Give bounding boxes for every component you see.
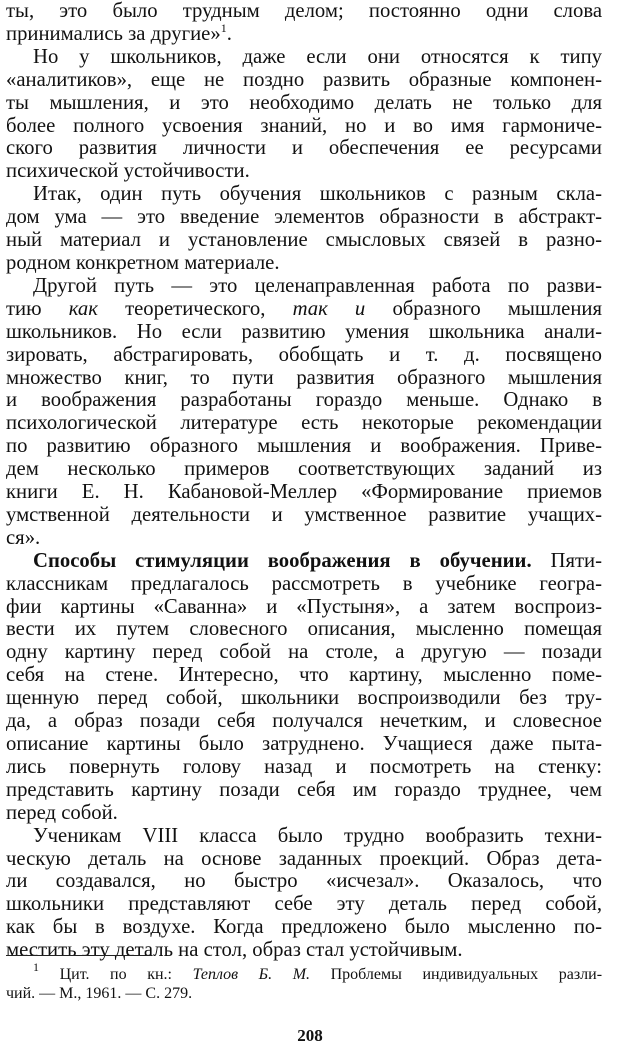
text-line: дем несколько примеров соответствующих заданий из (6, 458, 602, 481)
italic-word: так и (292, 297, 366, 320)
text-line: Но у школьников, даже если они относятся к типу (33, 45, 602, 68)
text-line: книги Е. Н. Кабановой-Меллер «Формирование приемов (6, 481, 602, 504)
footnote-line: чий. — М., 1961. — С. 279. (6, 984, 193, 1002)
footnote-line (6, 960, 603, 985)
text-line: лись повернуть голову назад и посмотреть на стенку: (6, 755, 602, 778)
text-line: Итак, один путь обучения школьников с разным скла- (33, 183, 602, 206)
paragraph (6, 550, 602, 825)
text-line: более полного усвоения знаний, но и во имя гармониче- (6, 114, 602, 137)
footnote-marker: 1 (33, 960, 39, 974)
text-line: вести их путем словесного описания, мысленно помещая (6, 618, 602, 641)
footnote (6, 960, 603, 1003)
paragraph (6, 46, 602, 183)
text-fragment: . (226, 22, 232, 45)
paragraph (6, 183, 602, 275)
text-line: зировать, абстрагировать, обобщать и т. д. посвящено (6, 343, 602, 366)
text-line: фии картины «Саванна» и «Пустыня», а затем воспроиз- (6, 595, 602, 618)
text-line: дом ума — это введение элементов образности в абстракт- (6, 206, 602, 229)
text-line (6, 550, 602, 573)
section-heading: Способы стимуляции воображения в обучении. (33, 549, 532, 572)
paragraph (6, 0, 602, 46)
text-line: множество книг, то пути развития образного мышления (6, 366, 602, 389)
paragraph (6, 275, 602, 550)
text-line: щенную перед собой, школьники воспроизводили без тру- (6, 687, 602, 710)
text-line: ся». (6, 526, 41, 549)
text-line: ского развития личности и обеспечения ее ресурсами (6, 137, 602, 160)
text-line: родном конкретном материале. (6, 251, 280, 274)
text-line: перед собой. (6, 801, 118, 824)
text-line: представить картину позади себя им гораздо труднее, чем (6, 778, 602, 801)
text-line: ный материал и установление смысловых связей в разно- (6, 229, 602, 252)
text-line: школьников. Но если развитию умения школьника анали- (6, 320, 602, 343)
text-line: описание картины было затруднено. Учащиеся даже пыта- (6, 733, 602, 755)
footnote-reference: 1 (220, 20, 227, 35)
footnote-author: Теплов Б. М. (192, 966, 311, 983)
text-line: «аналитиков», еще не поздно развить образные компонен- (6, 68, 602, 91)
paragraph (6, 825, 602, 962)
text-line: ли создавался, но быстро «исчезал». Оказалось, что (6, 870, 602, 893)
text-fragment: Проблемы индивидуальных разли- (310, 966, 603, 983)
italic-word: как (68, 297, 98, 320)
text-line: да, а образ позади себя получался нечетким, и словесное (6, 710, 602, 733)
text-line: Другой путь — это целенаправленная работа по разви- (33, 274, 602, 297)
text-line: Ученикам VIII класса было трудно вообразить техни- (33, 824, 602, 847)
text-line (6, 298, 602, 321)
text-line (6, 20, 602, 46)
text-line: школьники представляют себе эту деталь перед собой, (6, 893, 602, 916)
text-line: классникам предлагалось рассмотреть в учебнике геогра- (6, 572, 602, 595)
text-line: по развитию образного мышления и воображения. Приве- (6, 435, 602, 458)
text-line: психической устойчивости. (6, 160, 250, 183)
text-fragment: тию (6, 297, 69, 320)
text-line: психологической литературе есть некоторые рекомендации (6, 412, 602, 435)
text-fragment: теоретического, (97, 297, 293, 320)
text-line: ческую деталь на основе заданных проекций. Образ дета- (6, 847, 602, 870)
text-fragment: Пяти- (531, 549, 602, 572)
footnote-divider (6, 955, 152, 956)
text-line: одну картину перед собой на столе, а другую — позади (6, 641, 602, 664)
text-fragment: принимались за другие» (6, 22, 221, 45)
text-line: ты, это было трудным делом; постоянно одни слова (6, 0, 602, 22)
body-text (6, 0, 602, 962)
text-line: себя на стене. Интересно, что картину, мысленно поме- (6, 664, 602, 687)
text-line: и воображения разработаны гораздо меньше. Однако в (6, 389, 602, 412)
text-line: умственной деятельности и умственное развитие учащих- (6, 503, 602, 526)
text-fragment: образного мышления (365, 297, 602, 320)
text-line: как бы в воздухе. Когда предложено было мысленно по- (6, 916, 602, 939)
text-line: ты мышления, и это необходимо делать не только для (6, 91, 602, 114)
page-number: 208 (297, 1026, 323, 1045)
text-line: местить эту деталь на стол, образ стал устойчивым. (6, 939, 463, 962)
text-fragment: Цит. по кн.: (39, 966, 193, 983)
